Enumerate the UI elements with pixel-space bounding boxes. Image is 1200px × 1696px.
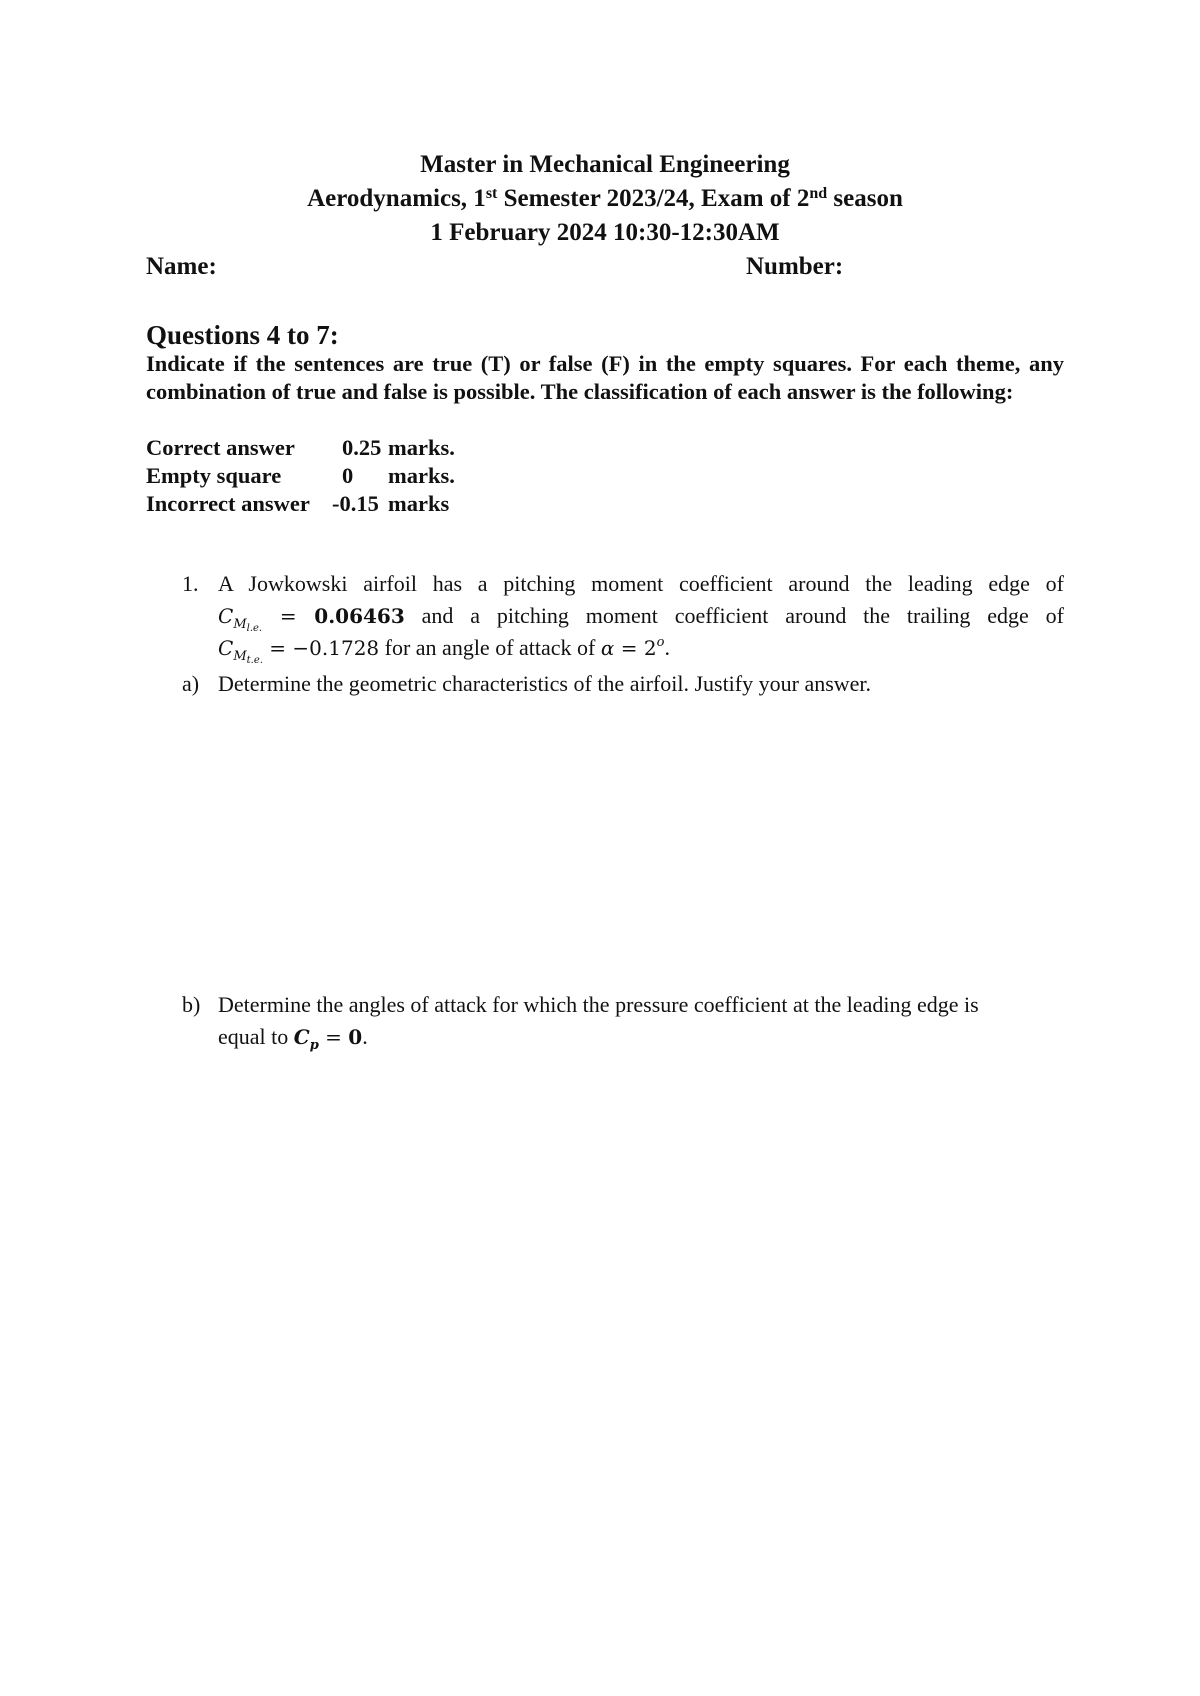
part-b-line-2-text: equal to [218,1024,294,1049]
cm-te-formula [218,636,263,666]
alpha-symbol: α [600,636,615,660]
scoring-value: 0 [342,463,354,488]
problem-line-1: A Jowkowski airfoil has a pitching moment coefficient around the leading edge of [218,571,1064,596]
alpha-eq: = [614,636,644,660]
cm-te-subsub: t.e. [246,655,263,666]
scoring-label: Correct answer [146,435,295,460]
course-text-a: Aerodynamics, 1 [307,185,486,212]
ordinal-sup-2: nd [809,185,828,202]
cp-formula [293,1025,319,1053]
part-b-label: b) [182,992,201,1017]
student-info-row [146,250,1064,284]
course-text-b: Semester 2023/24, Exam of 2 [497,185,810,212]
part-b-line-2 [218,1021,1064,1053]
problem-line-2-text: and a pitching moment coefficient around the trailing edge of [404,603,1064,628]
cm-le-sub: M [233,617,247,632]
part-b-text [218,989,1064,1053]
alpha-value-wrap [644,636,665,660]
degree-sup: o [656,635,665,650]
instructions-text: Indicate if the sentences are true (T) or false (F) in the empty squares. For each theme, any combination of true and false is possible. The classification of each answer is the following: [146,351,1064,404]
number-label: Number: [746,253,844,280]
cp-sub: p [309,1038,319,1053]
cm-te-eq: = − [262,636,310,660]
problem-line-3 [218,632,1064,664]
problem-line-3-text: for an angle of attack of [379,635,601,660]
program-title: Master in Mechanical Engineering [420,151,790,178]
ordinal-sup-1: st [485,185,498,202]
scoring-label: Incorrect answer [146,491,310,516]
name-label: Name: [146,253,217,280]
problem-statement [218,568,1064,664]
scoring-unit: marks. [388,463,455,488]
cp-eq: = [318,1025,349,1049]
cm-te-symbol: C [218,636,234,660]
part-b-line-2-end: . [362,1024,368,1049]
problem-line-3-end: . [664,635,670,660]
scoring-unit: marks [388,491,450,516]
exam-date: 1 February 2024 10:30-12:30AM [430,219,780,246]
part-a-text: Determine the geometric characteristics of the airfoil. Justify your answer. [218,671,872,696]
course-line [146,182,1064,216]
problem-line-2 [218,600,1064,632]
scoring-value: 0.25 [342,435,382,460]
cp-value: 0 [348,1025,363,1049]
cm-le-formula [218,604,263,634]
exam-header [146,148,1064,250]
problem-number: 1. [182,571,199,596]
cm-te-value: 0.1728 [309,636,380,660]
part-b-line-1: Determine the angles of attack for which the pressure coefficient at the leading edge is [218,992,979,1017]
cm-le-eq: = [262,604,315,628]
questions-heading: Questions 4 to 7: [146,320,339,350]
scoring-unit: marks. [388,435,455,460]
scoring-value: -0.15 [332,491,379,516]
cp-symbol: C [293,1025,310,1049]
scoring-label: Empty square [146,463,282,488]
cm-le-subsub: l.e. [246,623,263,634]
cm-le-symbol: C [218,604,234,628]
part-a-label: a) [182,671,200,696]
cm-le-value: 0.06463 [314,604,405,628]
course-text-c: season [827,185,903,212]
alpha-value: 2 [643,636,657,660]
cm-te-sub: M [233,649,247,664]
